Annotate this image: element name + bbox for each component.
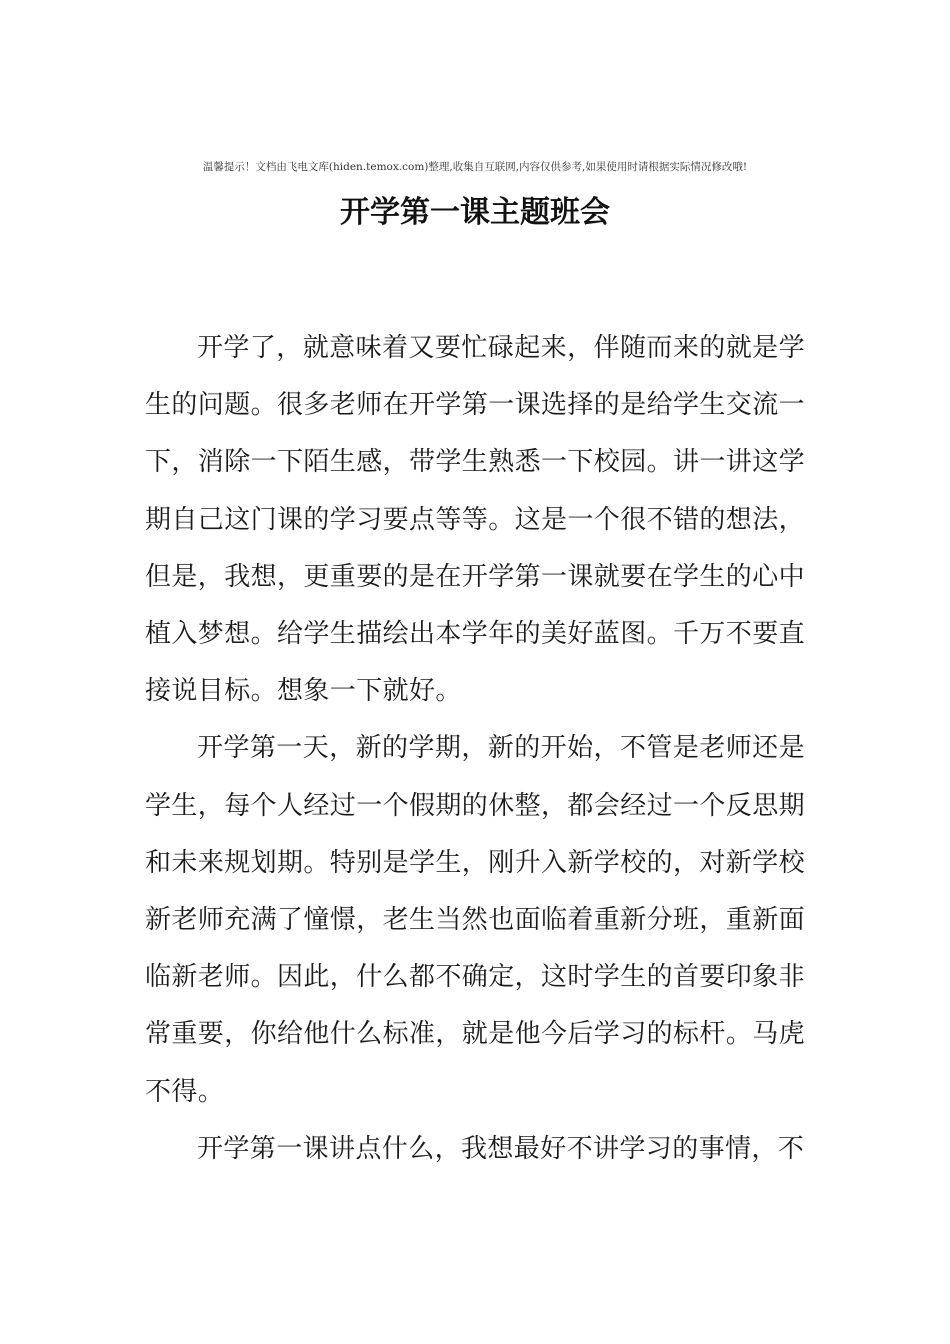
paragraph: 开学第一天，新的学期，新的开始，不管是老师还是学生，每个人经过一个假期的休整，都会经过一个反思期和未来规划期。特别是学生，刚升入新学校的，对新学校新老师充满了憧憬，老生当然也面临着重新分班，重新面临新老师。因此，什么都不确定，这时学生的首要印象非常重要，你给他什么标准，就是他今后学习的标杆。马虎不得。	[145, 733, 806, 1107]
paragraph: 开学第一课讲点什么，我想最好不讲学习的事情，不	[197, 1133, 805, 1164]
document-body	[145, 320, 805, 1178]
paragraph: 开学了，就意味着又要忙碌起来，伴随而来的就是学生的问题。很多老师在开学第一课选择的是给学生交流一下，消除一下陌生感，带学生熟悉一下校园。讲一讲这学期自己这门课的学习要点等等。这是一个很不错的想法，但是，我想，更重要的是在开学第一课就要在学生的心中植入梦想。给学生描绘出本学年的美好蓝图。千万不要直接说目标。想象一下就好。	[145, 333, 806, 707]
header-notice: 温馨提示！文档由飞电文库(hiden.temox.com)整理,收集自互联网,内容仅供参考,如果使用时请根据实际情况修改哦!	[202, 161, 748, 173]
document-title: 开学第一课主题班会	[340, 195, 610, 230]
